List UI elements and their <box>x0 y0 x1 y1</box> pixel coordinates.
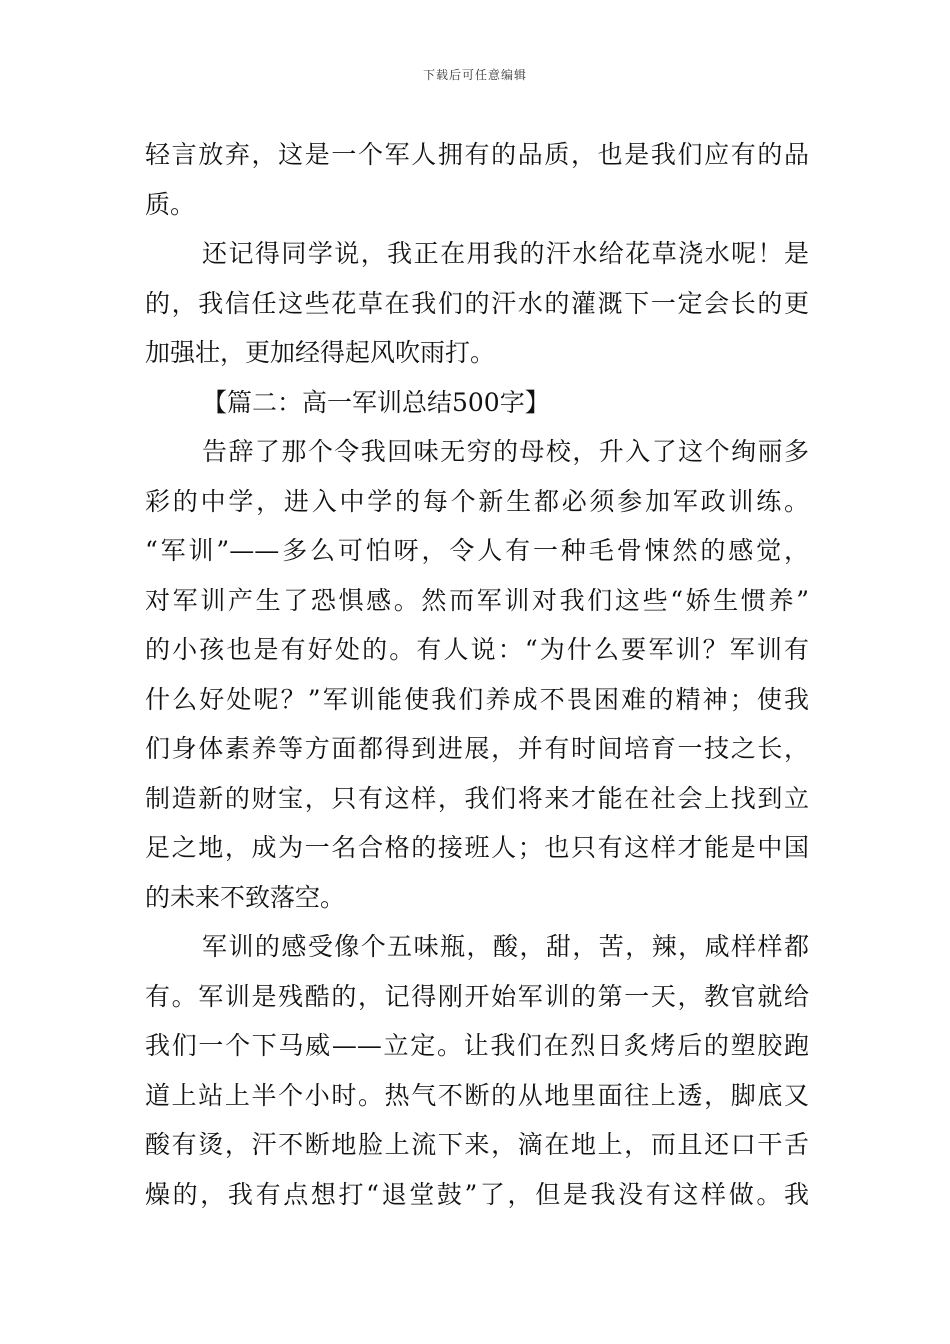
text-line: 对军训产生了恐惧感。然而军训对我们这些“娇生惯养” <box>145 585 809 615</box>
text-line: 轻言放弃，这是一个军人拥有的品质，也是我们应有的品 <box>145 140 809 169</box>
text-line: 的小孩也是有好处的。有人说：“为什么要军训？军训有 <box>145 635 809 664</box>
text-line: 的，我信任这些花草在我们的汗水的灌溉下一定会长的更 <box>145 288 809 318</box>
text-line: 彩的中学，进入中学的每个新生都必须参加军政训练。 <box>145 486 809 516</box>
text-line: 酸有烫，汗不断地脸上流下来，滴在地上，而且还口干舌 <box>145 1130 809 1159</box>
text-line: “军训”——多么可怕呀，令人有一种毛骨悚然的感觉， <box>145 536 809 565</box>
text-line: 制造新的财宝，只有这样，我们将来才能在社会上找到立 <box>145 783 809 813</box>
text-line: 我们一个下马威——立定。让我们在烈日炙烤后的塑胶跑 <box>145 1031 809 1060</box>
text-line: 们身体素养等方面都得到进展，并有时间培育一技之长， <box>145 734 809 763</box>
text-line: 有。军训是残酷的，记得刚开始军训的第一天，教官就给 <box>145 981 809 1011</box>
text-line: 告辞了那个令我回味无穷的母校，升入了这个绚丽多 <box>202 437 809 466</box>
text-line: 【篇二：高一军训总结500字】 <box>202 387 550 417</box>
document-body <box>145 130 809 1219</box>
text-line: 道上站上半个小时。热气不断的从地里面往上透，脚底又 <box>145 1080 809 1110</box>
text-line: 加强壮，更加经得起风吹雨打。 <box>145 338 496 367</box>
text-line: 还记得同学说，我正在用我的汗水给花草浇水呢！是 <box>202 239 809 268</box>
text-line: 什么好处呢？”军训能使我们养成不畏困难的精神；使我 <box>145 684 809 714</box>
header-note: 下载后可任意编辑 <box>422 68 527 82</box>
text-line: 军训的感受像个五味瓶，酸，甜，苦，辣，咸样样都 <box>202 932 809 961</box>
text-line: 燥的，我有点想打“退堂鼓”了，但是我没有这样做。我 <box>145 1179 809 1209</box>
text-line: 足之地，成为一名合格的接班人；也只有这样才能是中国 <box>145 833 809 862</box>
text-line: 的未来不致落空。 <box>145 882 346 912</box>
text-line: 质。 <box>145 189 196 219</box>
